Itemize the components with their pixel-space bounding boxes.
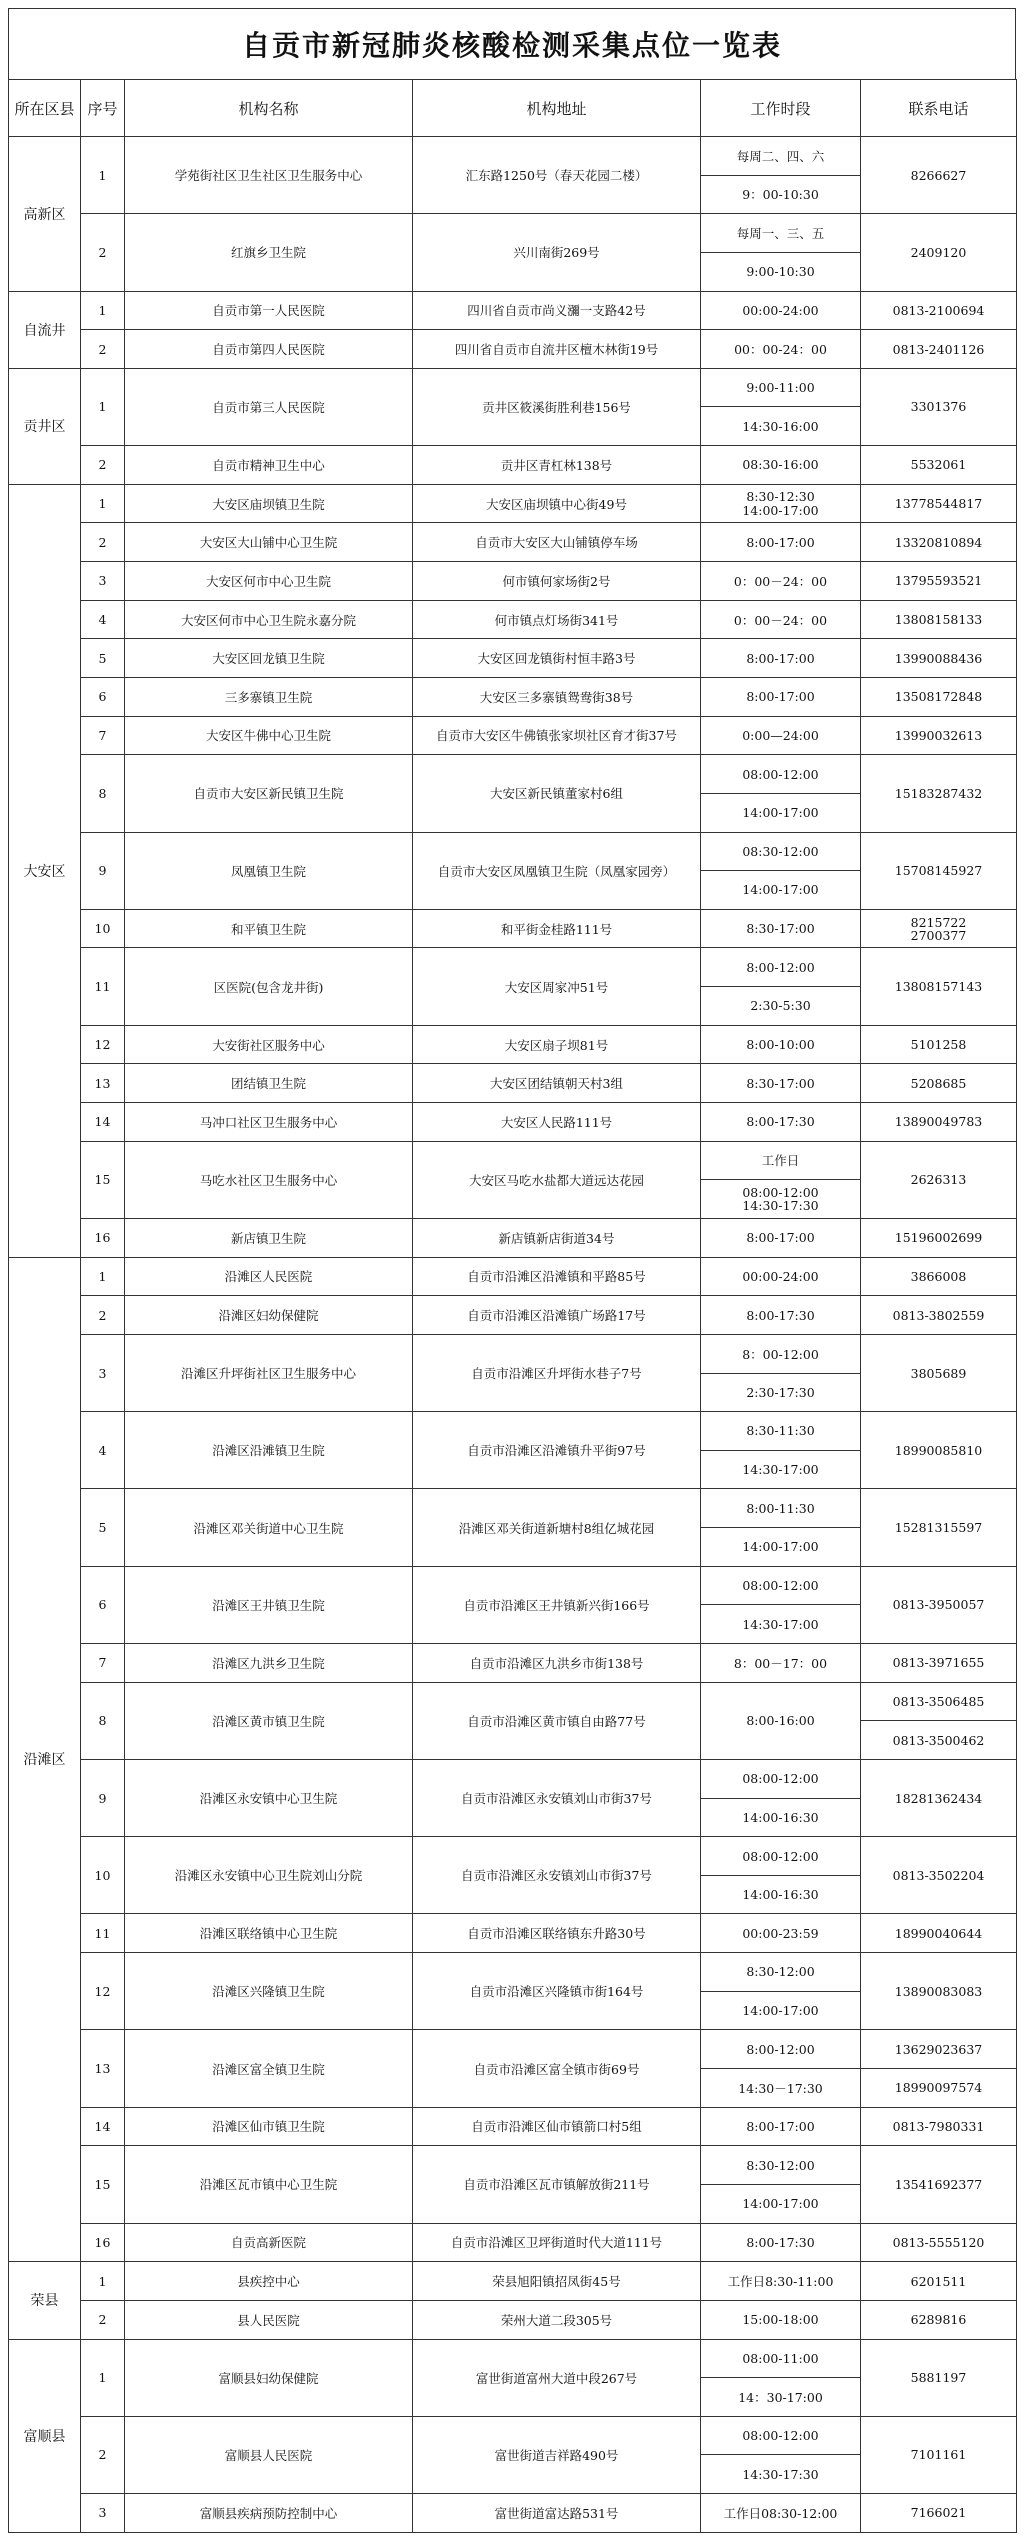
table-row (9, 832, 1017, 871)
institution-name: 和平镇卫生院 (125, 909, 413, 948)
work-hours: 08:00-12:00 (701, 2416, 861, 2455)
work-hours: 8:00-17:00 (701, 1218, 861, 1257)
institution-address: 大安区庙坝镇中心街49号 (413, 484, 701, 523)
row-number: 4 (81, 600, 125, 639)
work-hours: 8:00-10:00 (701, 1025, 861, 1064)
work-hours: 8:00-17:30 (701, 2223, 861, 2262)
institution-name: 红旗乡卫生院 (125, 214, 413, 291)
work-hours: 14：30-17:00 (701, 2378, 861, 2417)
contact-phone: 6289816 (861, 2300, 1017, 2339)
contact-phone: 7101161 (861, 2416, 1017, 2493)
table-row (9, 1141, 1017, 1180)
institution-address: 大安区新民镇董家村6组 (413, 755, 701, 832)
institution-name: 大安区大山铺中心卫生院 (125, 523, 413, 562)
institution-name: 沿滩区九洪乡卫生院 (125, 1643, 413, 1682)
contact-phone: 0813-3802559 (861, 1296, 1017, 1335)
work-hours: 08:30-12:00 (701, 832, 861, 871)
contact-phone: 13541692377 (861, 2146, 1017, 2223)
work-hours: 工作日8:30-11:00 (701, 2262, 861, 2301)
work-hours: 8:00-17:30 (701, 1296, 861, 1335)
work-hours: 9:00-10:30 (701, 252, 861, 291)
work-hours: 8:00-17:30 (701, 1103, 861, 1142)
contact-phone: 15281315597 (861, 1489, 1017, 1566)
institution-address: 贡井区青杠林138号 (413, 446, 701, 485)
institution-name: 区医院(包含龙井街) (125, 948, 413, 1025)
work-hours: 8：00-12:00 (701, 1334, 861, 1373)
table-row (9, 368, 1017, 407)
contact-phone: 13990088436 (861, 639, 1017, 678)
institution-name: 大安街社区服务中心 (125, 1025, 413, 1064)
table-row (9, 2030, 1017, 2069)
work-hours: 14:30-17:00 (701, 1605, 861, 1644)
contact-phone: 0813-3502204 (861, 1837, 1017, 1914)
table-row (9, 214, 1017, 253)
contact-phone: 5208685 (861, 1064, 1017, 1103)
institution-name: 富顺县妇幼保健院 (125, 2339, 413, 2416)
table-row (9, 2494, 1017, 2533)
work-hours: 8：00－17：00 (701, 1643, 861, 1682)
contact-phone: 0813-3500462 (861, 1721, 1017, 1760)
institution-name: 大安区回龙镇卫生院 (125, 639, 413, 678)
contact-phone: 13795593521 (861, 562, 1017, 601)
contact-phone: 18990085810 (861, 1412, 1017, 1489)
work-hours: 每周二、四、六 (701, 137, 861, 176)
institution-name: 县疾控中心 (125, 2262, 413, 2301)
institution-name: 马冲口社区卫生服务中心 (125, 1103, 413, 1142)
work-hours: 08:00-11:00 (701, 2339, 861, 2378)
row-number: 2 (81, 446, 125, 485)
work-hours: 9：00-10:30 (701, 175, 861, 214)
institution-name: 团结镇卫生院 (125, 1064, 413, 1103)
row-number: 14 (81, 2107, 125, 2146)
contact-phone: 0813-3950057 (861, 1566, 1017, 1643)
contact-phone: 0813-3506485 (861, 1682, 1017, 1721)
work-hours: 8:30-11:30 (701, 1412, 861, 1451)
row-number: 6 (81, 677, 125, 716)
contact-phone: 3301376 (861, 368, 1017, 445)
institution-address: 自贡市沿滩区王井镇新兴街166号 (413, 1566, 701, 1643)
header-district: 所在区县 (9, 80, 81, 137)
institution-name: 大安区庙坝镇卫生院 (125, 484, 413, 523)
institution-name: 自贡市第一人民医院 (125, 291, 413, 330)
table-row (9, 1064, 1017, 1103)
institution-name: 学苑街社区卫生社区卫生服务中心 (125, 137, 413, 214)
institution-name: 沿滩区兴隆镇卫生院 (125, 1953, 413, 2030)
institution-address: 荣县旭阳镇招凤街45号 (413, 2262, 701, 2301)
institution-address: 和平街金桂路111号 (413, 909, 701, 948)
institution-address: 自贡市沿滩区富全镇市街69号 (413, 2030, 701, 2107)
table-row (9, 330, 1017, 369)
work-hours: 2:30-17:30 (701, 1373, 861, 1412)
contact-phone: 7166021 (861, 2494, 1017, 2533)
row-number: 1 (81, 137, 125, 214)
work-hours: 0:00—24:00 (701, 716, 861, 755)
institution-address: 荣州大道二段305号 (413, 2300, 701, 2339)
institution-name: 新店镇卫生院 (125, 1218, 413, 1257)
work-hours: 8:00-17:00 (701, 677, 861, 716)
contact-phone: 13890083083 (861, 1953, 1017, 2030)
work-hours: 08:00-12:00 (701, 1566, 861, 1605)
institution-name: 沿滩区永安镇中心卫生院刘山分院 (125, 1837, 413, 1914)
contact-phone: 3866008 (861, 1257, 1017, 1296)
row-number: 13 (81, 1064, 125, 1103)
institution-name: 大安区牛佛中心卫生院 (125, 716, 413, 755)
institution-name: 县人民医院 (125, 2300, 413, 2339)
institution-address: 自贡市沿滩区永安镇刘山市街37号 (413, 1759, 701, 1836)
table-row (9, 1257, 1017, 1296)
institution-address: 大安区人民路111号 (413, 1103, 701, 1142)
table-row (9, 1914, 1017, 1953)
table-row (9, 1643, 1017, 1682)
work-hours: 8:00-11:30 (701, 1489, 861, 1528)
row-number: 1 (81, 2339, 125, 2416)
work-hours: 08:00-12:00 14:30-17:30 (701, 1180, 861, 1219)
contact-phone: 13890049783 (861, 1103, 1017, 1142)
work-hours: 14:00-17:00 (701, 1991, 861, 2030)
contact-phone: 18990040644 (861, 1914, 1017, 1953)
contact-phone: 13320810894 (861, 523, 1017, 562)
table-row (9, 2339, 1017, 2378)
contact-phone: 3805689 (861, 1334, 1017, 1411)
row-number: 15 (81, 2146, 125, 2223)
work-hours: 8:00-16:00 (701, 1682, 861, 1759)
work-hours: 0：00－24：00 (701, 562, 861, 601)
work-hours: 00:00-24:00 (701, 1257, 861, 1296)
sheet (8, 8, 1016, 2533)
work-hours: 8:00-17:00 (701, 523, 861, 562)
table-row (9, 755, 1017, 794)
work-hours: 14:00-17:00 (701, 871, 861, 910)
institution-address: 自贡市沿滩区兴隆镇市街164号 (413, 1953, 701, 2030)
row-number: 4 (81, 1412, 125, 1489)
institution-address: 富世街道吉祥路490号 (413, 2416, 701, 2493)
institution-name: 凤凰镇卫生院 (125, 832, 413, 909)
work-hours: 08:30-16:00 (701, 446, 861, 485)
row-number: 1 (81, 484, 125, 523)
contact-phone: 8215722 2700377 (861, 909, 1017, 948)
institution-name: 沿滩区邓关街道中心卫生院 (125, 1489, 413, 1566)
table-row (9, 1759, 1017, 1798)
institution-name: 沿滩区升坪街社区卫生服务中心 (125, 1334, 413, 1411)
institution-name: 沿滩区永安镇中心卫生院 (125, 1759, 413, 1836)
header-name: 机构名称 (125, 80, 413, 137)
row-number: 3 (81, 1334, 125, 1411)
work-hours: 14:00-17:00 (701, 793, 861, 832)
table-row (9, 1218, 1017, 1257)
table-row (9, 2107, 1017, 2146)
institution-name: 沿滩区联络镇中心卫生院 (125, 1914, 413, 1953)
contact-phone: 5881197 (861, 2339, 1017, 2416)
table-row (9, 600, 1017, 639)
table-row (9, 523, 1017, 562)
institution-name: 沿滩区瓦市镇中心卫生院 (125, 2146, 413, 2223)
institution-address: 何市镇何家场街2号 (413, 562, 701, 601)
contact-phone: 15196002699 (861, 1218, 1017, 1257)
institution-name: 自贡市第三人民医院 (125, 368, 413, 445)
table-row (9, 677, 1017, 716)
institution-address: 自贡市沿滩区沿滩镇升平街97号 (413, 1412, 701, 1489)
work-hours: 14:00-17:00 (701, 2184, 861, 2223)
table-row (9, 137, 1017, 176)
institution-name: 沿滩区仙市镇卫生院 (125, 2107, 413, 2146)
institution-name: 三多寨镇卫生院 (125, 677, 413, 716)
institution-address: 自贡市沿滩区升坪街水巷子7号 (413, 1334, 701, 1411)
district-cell: 贡井区 (9, 368, 81, 484)
work-hours: 00:00-23:59 (701, 1914, 861, 1953)
row-number: 2 (81, 2416, 125, 2493)
table-row (9, 484, 1017, 523)
work-hours: 9:00-11:00 (701, 368, 861, 407)
table-row (9, 909, 1017, 948)
row-number: 11 (81, 948, 125, 1025)
institution-name: 自贡市大安区新民镇卫生院 (125, 755, 413, 832)
work-hours: 14:00-16:30 (701, 1798, 861, 1837)
work-hours: 8:30-17:00 (701, 909, 861, 948)
table-row (9, 2262, 1017, 2301)
header-row (9, 80, 1017, 137)
contact-phone: 13778544817 (861, 484, 1017, 523)
row-number: 14 (81, 1103, 125, 1142)
row-number: 8 (81, 1682, 125, 1759)
table-body (9, 137, 1017, 2533)
contact-phone: 13629023637 (861, 2030, 1017, 2069)
institution-address: 大安区三多寨镇鸳鸯街38号 (413, 677, 701, 716)
institution-address: 沿滩区邓关街道新塘村8组亿城花园 (413, 1489, 701, 1566)
work-hours: 00：00-24：00 (701, 330, 861, 369)
work-hours: 14:30-17:30 (701, 2455, 861, 2494)
table-row (9, 1953, 1017, 1992)
work-hours: 每周一、三、五 (701, 214, 861, 253)
contact-phone: 0813-2100694 (861, 291, 1017, 330)
row-number: 2 (81, 2300, 125, 2339)
row-number: 10 (81, 909, 125, 948)
work-hours: 2:30-5:30 (701, 987, 861, 1026)
row-number: 2 (81, 214, 125, 291)
contact-phone: 13808157143 (861, 948, 1017, 1025)
table-row (9, 562, 1017, 601)
work-hours: 8:00-12:00 (701, 2030, 861, 2069)
row-number: 10 (81, 1837, 125, 1914)
work-hours: 工作日08:30-12:00 (701, 2494, 861, 2533)
institution-name: 富顺县疾病预防控制中心 (125, 2494, 413, 2533)
institution-address: 何市镇点灯场街341号 (413, 600, 701, 639)
contact-phone: 6201511 (861, 2262, 1017, 2301)
contact-phone: 15708145927 (861, 832, 1017, 909)
table-row (9, 2300, 1017, 2339)
institution-address: 汇东路1250号（春天花园二楼） (413, 137, 701, 214)
institution-address: 自贡市沿滩区卫坪街道时代大道111号 (413, 2223, 701, 2262)
contact-phone: 0813-5555120 (861, 2223, 1017, 2262)
institution-name: 自贡高新医院 (125, 2223, 413, 2262)
institution-address: 四川省自贡市尚义瀰一支路42号 (413, 291, 701, 330)
institution-address: 自贡市大安区大山铺镇停车场 (413, 523, 701, 562)
work-hours: 08:00-12:00 (701, 755, 861, 794)
row-number: 11 (81, 1914, 125, 1953)
institution-name: 沿滩区人民医院 (125, 1257, 413, 1296)
institution-address: 大安区周家冲51号 (413, 948, 701, 1025)
institution-address: 兴川南街269号 (413, 214, 701, 291)
institution-name: 富顺县人民医院 (125, 2416, 413, 2493)
district-cell: 荣县 (9, 2262, 81, 2339)
work-hours: 0：00－24：00 (701, 600, 861, 639)
table-row (9, 291, 1017, 330)
row-number: 3 (81, 562, 125, 601)
row-number: 5 (81, 1489, 125, 1566)
table-row (9, 1103, 1017, 1142)
contact-phone: 2409120 (861, 214, 1017, 291)
row-number: 8 (81, 755, 125, 832)
work-hours: 8:00-12:00 (701, 948, 861, 987)
table-row (9, 716, 1017, 755)
table-row (9, 446, 1017, 485)
row-number: 5 (81, 639, 125, 678)
row-number: 12 (81, 1025, 125, 1064)
institution-name: 大安区何市中心卫生院 (125, 562, 413, 601)
work-hours: 14:00-16:30 (701, 1875, 861, 1914)
contact-phone: 0813-2401126 (861, 330, 1017, 369)
institution-name: 大安区何市中心卫生院永嘉分院 (125, 600, 413, 639)
table-row (9, 948, 1017, 987)
table-row (9, 2223, 1017, 2262)
work-hours: 8:30-12:30 14:00-17:00 (701, 484, 861, 523)
table-row (9, 1489, 1017, 1528)
work-hours: 08:00-12:00 (701, 1837, 861, 1876)
institution-address: 大安区扇子坝81号 (413, 1025, 701, 1064)
row-number: 13 (81, 2030, 125, 2107)
row-number: 12 (81, 1953, 125, 2030)
row-number: 15 (81, 1141, 125, 1218)
header-address: 机构地址 (413, 80, 701, 137)
contact-phone: 0813-3971655 (861, 1643, 1017, 1682)
table-row (9, 639, 1017, 678)
institution-address: 贡井区筱溪街胜利巷156号 (413, 368, 701, 445)
work-hours: 工作日 (701, 1141, 861, 1180)
contact-phone: 13808158133 (861, 600, 1017, 639)
row-number: 6 (81, 1566, 125, 1643)
table-row (9, 1296, 1017, 1335)
institution-address: 大安区马吃水盐都大道远达花园 (413, 1141, 701, 1218)
institution-address: 自贡市沿滩区永安镇刘山市街37号 (413, 1837, 701, 1914)
work-hours: 08:00-12:00 (701, 1759, 861, 1798)
table-row (9, 1025, 1017, 1064)
table-row (9, 1412, 1017, 1451)
institution-address: 自贡市沿滩区仙市镇箭口村5组 (413, 2107, 701, 2146)
contact-phone: 13508172848 (861, 677, 1017, 716)
institution-name: 沿滩区王井镇卫生院 (125, 1566, 413, 1643)
row-number: 16 (81, 2223, 125, 2262)
institution-name: 自贡市精神卫生中心 (125, 446, 413, 485)
header-hours: 工作时段 (701, 80, 861, 137)
district-cell: 大安区 (9, 484, 81, 1257)
contact-phone: 13990032613 (861, 716, 1017, 755)
row-number: 1 (81, 368, 125, 445)
institution-address: 富世街道富州大道中段267号 (413, 2339, 701, 2416)
row-number: 9 (81, 1759, 125, 1836)
institution-name: 沿滩区富全镇卫生院 (125, 2030, 413, 2107)
contact-phone: 8266627 (861, 137, 1017, 214)
contact-phone: 18990097574 (861, 2069, 1017, 2108)
institution-name: 沿滩区黄市镇卫生院 (125, 1682, 413, 1759)
header-phone: 联系电话 (861, 80, 1017, 137)
institution-name: 马吃水社区卫生服务中心 (125, 1141, 413, 1218)
institution-name: 沿滩区妇幼保健院 (125, 1296, 413, 1335)
row-number: 9 (81, 832, 125, 909)
table-row (9, 1837, 1017, 1876)
contact-phone: 5101258 (861, 1025, 1017, 1064)
row-number: 1 (81, 291, 125, 330)
table-row (9, 1682, 1017, 1721)
row-number: 16 (81, 1218, 125, 1257)
row-number: 3 (81, 2494, 125, 2533)
row-number: 1 (81, 1257, 125, 1296)
institution-address: 自贡市沿滩区黄市镇自由路77号 (413, 1682, 701, 1759)
work-hours: 00:00-24:00 (701, 291, 861, 330)
institution-address: 自贡市沿滩区沿滩镇和平路85号 (413, 1257, 701, 1296)
contact-phone: 15183287432 (861, 755, 1017, 832)
institution-address: 自贡市沿滩区九洪乡市街138号 (413, 1643, 701, 1682)
contact-phone: 0813-7980331 (861, 2107, 1017, 2146)
work-hours: 14:30-17:00 (701, 1450, 861, 1489)
institution-address: 自贡市大安区牛佛镇张家坝社区育才街37号 (413, 716, 701, 755)
institution-address: 新店镇新店街道34号 (413, 1218, 701, 1257)
work-hours: 8:00-17:00 (701, 639, 861, 678)
institution-address: 自贡市大安区凤凰镇卫生院（凤凰家园旁） (413, 832, 701, 909)
work-hours: 8:30-12:00 (701, 2146, 861, 2185)
institution-address: 富世街道富达路531号 (413, 2494, 701, 2533)
sites-table (8, 79, 1017, 2533)
work-hours: 14:00-17:00 (701, 1528, 861, 1567)
table-row (9, 2146, 1017, 2185)
institution-address: 四川省自贡市自流井区檀木林街19号 (413, 330, 701, 369)
work-hours: 14:30-16:00 (701, 407, 861, 446)
work-hours: 15:00-18:00 (701, 2300, 861, 2339)
institution-address: 大安区回龙镇街村恒丰路3号 (413, 639, 701, 678)
district-cell: 高新区 (9, 137, 81, 292)
work-hours: 8:30-17:00 (701, 1064, 861, 1103)
institution-name: 沿滩区沿滩镇卫生院 (125, 1412, 413, 1489)
institution-address: 自贡市沿滩区瓦市镇解放街211号 (413, 2146, 701, 2223)
row-number: 2 (81, 330, 125, 369)
institution-name: 自贡市第四人民医院 (125, 330, 413, 369)
contact-phone: 2626313 (861, 1141, 1017, 1218)
row-number: 7 (81, 716, 125, 755)
row-number: 7 (81, 1643, 125, 1682)
district-cell: 自流井 (9, 291, 81, 368)
header-no: 序号 (81, 80, 125, 137)
contact-phone: 18281362434 (861, 1759, 1017, 1836)
institution-address: 自贡市沿滩区联络镇东升路30号 (413, 1914, 701, 1953)
work-hours: 14:30－17:30 (701, 2069, 861, 2108)
table-row (9, 1566, 1017, 1605)
work-hours: 8:30-12:00 (701, 1953, 861, 1992)
district-cell: 富顺县 (9, 2339, 81, 2532)
district-cell: 沿滩区 (9, 1257, 81, 2262)
table-row (9, 2416, 1017, 2455)
row-number: 2 (81, 523, 125, 562)
table-row (9, 1334, 1017, 1373)
institution-address: 大安区团结镇朝天村3组 (413, 1064, 701, 1103)
row-number: 2 (81, 1296, 125, 1335)
contact-phone: 5532061 (861, 446, 1017, 485)
page-title: 自贡市新冠肺炎核酸检测采集点位一览表 (8, 8, 1016, 79)
row-number: 1 (81, 2262, 125, 2301)
work-hours: 8:00-17:00 (701, 2107, 861, 2146)
institution-address: 自贡市沿滩区沿滩镇广场路17号 (413, 1296, 701, 1335)
